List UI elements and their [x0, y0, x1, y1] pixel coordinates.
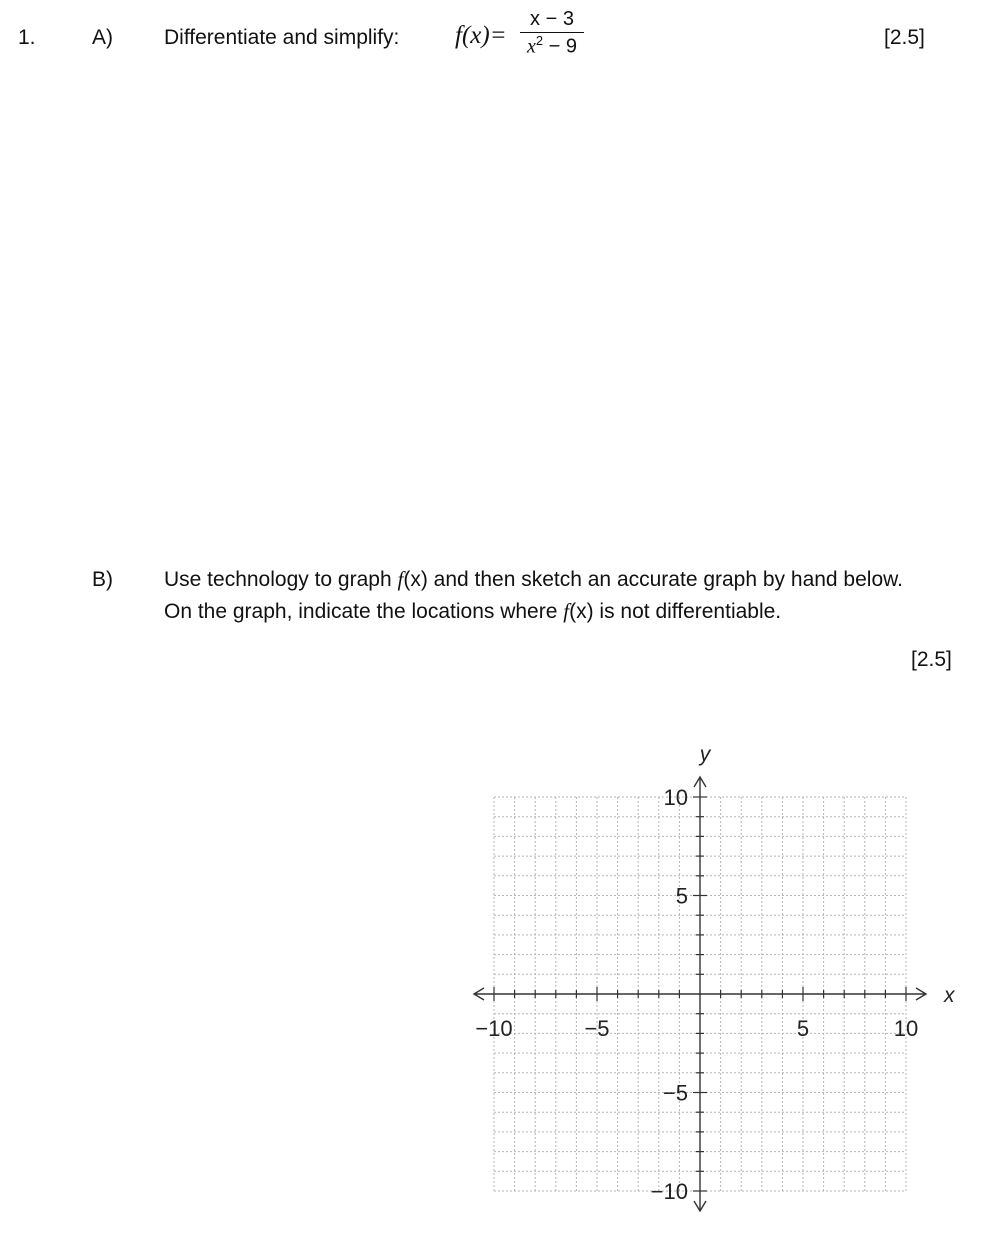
part-b-line-1-fn: f: [397, 567, 404, 591]
axis-labels: [475, 743, 956, 1204]
part-b-line-2-fn: f: [563, 599, 570, 623]
part-b-line-2-pre: On the graph, indicate the locations where: [164, 600, 564, 623]
fraction-numerator: x − 3: [520, 8, 584, 33]
x-tick-label: 5: [796, 1016, 810, 1041]
y-tick-label: 5: [675, 883, 688, 909]
part-b-label: B): [92, 568, 113, 591]
part-b-line-2-post: (x) is not differentiable.: [569, 600, 782, 623]
part-a-marks: [2.5]: [884, 26, 925, 49]
question-number: 1.: [18, 26, 36, 49]
y-tick-label: 10: [663, 785, 688, 810]
function-lhs: f(x)=: [455, 22, 507, 49]
part-a-label: A): [92, 26, 113, 49]
y-tick-label: −5: [662, 1080, 688, 1106]
part-b-line-1-pre: Use technology to graph: [164, 568, 398, 591]
x-axis-label: x: [944, 984, 955, 1007]
x-tick-label: −5: [584, 1016, 610, 1041]
axes: [474, 777, 926, 1211]
y-axis-label: y: [699, 743, 711, 766]
denominator-base: x: [526, 35, 536, 58]
denominator-rest: − 9: [543, 35, 578, 58]
y-tick-label: −10: [650, 1179, 688, 1204]
part-b-line-1-post: (x) and then sketch an accurate graph by hand below.: [403, 568, 903, 591]
x-tick-label: −10: [475, 1016, 513, 1041]
part-b-marks: [2.5]: [911, 648, 952, 671]
x-tick-label: 10: [893, 1016, 919, 1041]
denominator-exponent: 2: [535, 33, 544, 48]
part-a-prompt: Differentiate and simplify:: [164, 26, 400, 49]
